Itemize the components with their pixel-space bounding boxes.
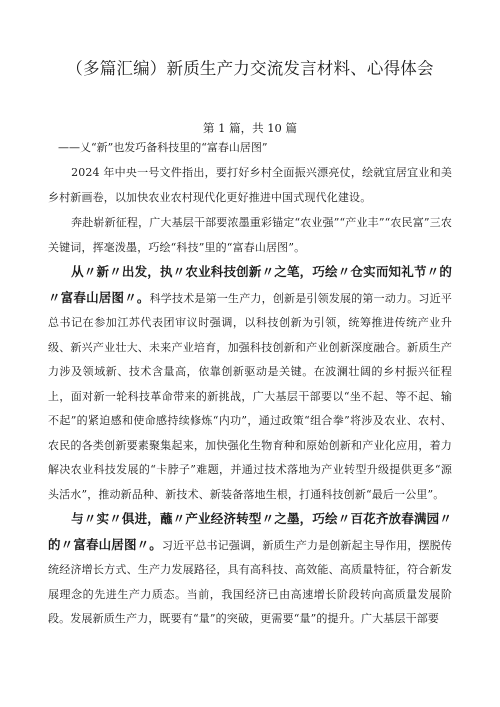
paragraph-text: 奔赴崭新征程，广大基层干部要浓墨重彩锚定“农业强”“产业丰”“农民富”三农关键词，挥毫泼墨，巧绘“科技”里的“富春山居图”。 bbox=[48, 216, 452, 254]
body-paragraph bbox=[48, 160, 452, 210]
article-subtitle: ——乂“新”也发巧备科技里的“富春山居图” bbox=[58, 141, 268, 154]
paragraph-lead: 从〃新〃出发，执〃农业科技创新〃之笔，巧绘〃仓实而知礼节〃的〃富春山居图〃。 bbox=[48, 264, 452, 305]
paragraph-text: 科学技术是第一生产力，创新是引领发展的第一动力。习近平总书记在参加江苏代表团审议时强调，以科技创新为引领，统筹推进传统产业升级、新兴产业壮大、未来产业培育，加强科技创新和产业创新深度融合。新质生产力涉及领域新、技术含量高，依靠创新驱动是关键。在波澜壮阔的乡村振兴征程上，面对新一轮科技革命带来的新挑战，广大基层干部要以“坐不起、等不起、输不起”的紧迫感和使命感持续修炼“内功”，通过政策“组合拳”将涉及农业、农村、农民的各类创新要素聚集起来，加快强化生物育种和原始创新和产业化应用，着力解决农业科技发展的“卡脖子”难题，并通过技术落地为产业转型升级提供更多“源头活水”，推动新品种、新技术、新装备落地生根，打通科技创新“最后一公里”。 bbox=[48, 291, 452, 501]
body-paragraph bbox=[48, 507, 452, 632]
document-title: （多篇汇编）新质生产力交流发言材料、心得体会 bbox=[66, 59, 434, 78]
paragraph-text: 习近平总书记强调，新质生产力是创新起主导作用，摆脱传统经济增长方式、生产力发展路径，具有高科技、高效能、高质量特征，符合新发展理念的先进生产力质态。当前，我国经济已由高速增长阶段转向高质量发展阶段。发展新质生产力，既要有“量”的突破，更需要“量”的提升。广大基层干部要 bbox=[48, 538, 452, 625]
body-paragraph bbox=[48, 260, 452, 507]
paragraph-text: 2024 年中央一号文件指出，要打好乡村全面振兴漂亮仗，绘就宜居宜业和美乡村新画卷，以加快农业农村现代化更好推进中国式现代化建设。 bbox=[48, 166, 452, 204]
section-header: 第 1 篇，共 10 篇 bbox=[202, 121, 298, 135]
paragraph-lead: 与〃实〃俱进，蘸〃产业经济转型〃之墨，巧绘〃百花齐放春满园〃的〃富春山居图〃。 bbox=[48, 511, 452, 552]
body-paragraph bbox=[48, 210, 452, 260]
